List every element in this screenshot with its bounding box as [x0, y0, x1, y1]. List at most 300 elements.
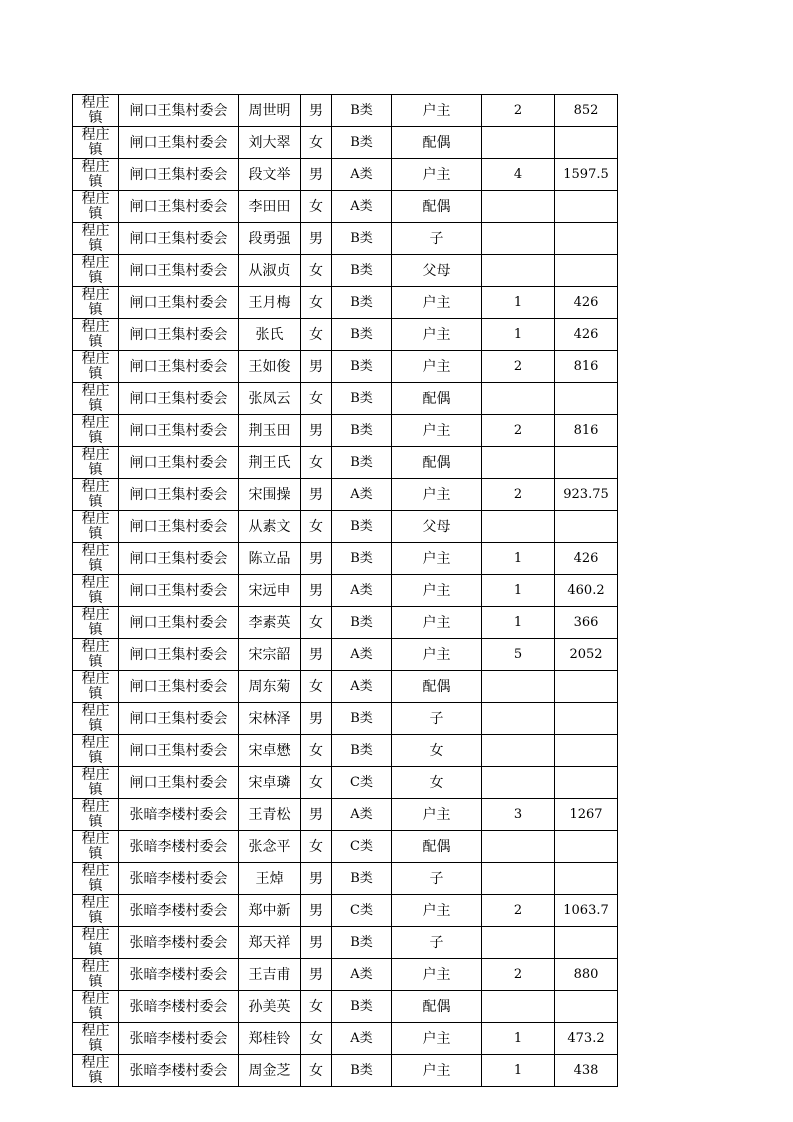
cell-sex: 男 — [301, 223, 332, 255]
town-label: 程庄镇 — [81, 831, 110, 862]
cell-amount: 366 — [555, 607, 618, 639]
cell-relation: 户主 — [392, 607, 482, 639]
town-label: 程庄镇 — [81, 767, 110, 798]
table-row — [73, 447, 618, 479]
cell-household-count — [482, 991, 555, 1023]
cell-amount: 426 — [555, 287, 618, 319]
cell-relation: 配偶 — [392, 191, 482, 223]
cell-village: 闸口王集村委会 — [119, 223, 239, 255]
cell-amount: 2052 — [555, 639, 618, 671]
cell-category: B类 — [332, 447, 392, 479]
cell-sex: 女 — [301, 607, 332, 639]
cell-category: A类 — [332, 799, 392, 831]
cell-household-count — [482, 735, 555, 767]
town-label: 程庄镇 — [81, 319, 110, 350]
table-row — [73, 991, 618, 1023]
cell-household-count: 2 — [482, 95, 555, 127]
cell-amount — [555, 255, 618, 287]
cell-village: 张暗李楼村委会 — [119, 863, 239, 895]
table-row — [73, 511, 618, 543]
cell-relation: 配偶 — [392, 831, 482, 863]
cell-relation: 户主 — [392, 319, 482, 351]
cell-relation: 户主 — [392, 1023, 482, 1055]
cell-town — [73, 159, 119, 191]
table-row — [73, 383, 618, 415]
cell-village: 闸口王集村委会 — [119, 383, 239, 415]
table-row — [73, 895, 618, 927]
cell-sex: 男 — [301, 351, 332, 383]
cell-town — [73, 895, 119, 927]
town-label: 程庄镇 — [81, 127, 110, 158]
cell-village: 闸口王集村委会 — [119, 575, 239, 607]
town-label: 程庄镇 — [81, 447, 110, 478]
cell-name: 王焯 — [239, 863, 301, 895]
cell-amount: 816 — [555, 415, 618, 447]
cell-amount — [555, 831, 618, 863]
cell-relation: 户主 — [392, 95, 482, 127]
town-label: 程庄镇 — [81, 479, 110, 510]
town-label: 程庄镇 — [81, 671, 110, 702]
cell-category: B类 — [332, 927, 392, 959]
cell-relation: 配偶 — [392, 447, 482, 479]
cell-amount: 473.2 — [555, 1023, 618, 1055]
cell-town — [73, 863, 119, 895]
cell-household-count — [482, 191, 555, 223]
town-label: 程庄镇 — [81, 959, 110, 990]
cell-name: 宋卓懋 — [239, 735, 301, 767]
cell-name: 宋卓璘 — [239, 767, 301, 799]
cell-relation: 配偶 — [392, 991, 482, 1023]
cell-amount — [555, 863, 618, 895]
cell-amount: 426 — [555, 543, 618, 575]
table-row — [73, 127, 618, 159]
cell-amount — [555, 927, 618, 959]
town-label: 程庄镇 — [81, 895, 110, 926]
cell-household-count — [482, 671, 555, 703]
cell-sex: 女 — [301, 735, 332, 767]
cell-category: A类 — [332, 479, 392, 511]
table-row — [73, 735, 618, 767]
town-label: 程庄镇 — [81, 639, 110, 670]
town-label: 程庄镇 — [81, 575, 110, 606]
cell-category: A类 — [332, 959, 392, 991]
cell-town — [73, 511, 119, 543]
cell-category: B类 — [332, 415, 392, 447]
cell-sex: 男 — [301, 959, 332, 991]
town-label: 程庄镇 — [81, 735, 110, 766]
cell-town — [73, 639, 119, 671]
cell-sex: 男 — [301, 799, 332, 831]
cell-town — [73, 447, 119, 479]
cell-name: 段勇强 — [239, 223, 301, 255]
cell-name: 刘大翠 — [239, 127, 301, 159]
cell-name: 周金芝 — [239, 1055, 301, 1087]
town-label: 程庄镇 — [81, 255, 110, 286]
cell-amount: 852 — [555, 95, 618, 127]
cell-category: B类 — [332, 351, 392, 383]
cell-town — [73, 1023, 119, 1055]
table-row — [73, 1055, 618, 1087]
cell-town — [73, 799, 119, 831]
cell-sex: 女 — [301, 511, 332, 543]
cell-village: 闸口王集村委会 — [119, 607, 239, 639]
cell-village: 张暗李楼村委会 — [119, 831, 239, 863]
cell-amount — [555, 767, 618, 799]
cell-household-count — [482, 927, 555, 959]
cell-household-count: 1 — [482, 319, 555, 351]
cell-category: B类 — [332, 95, 392, 127]
cell-sex: 男 — [301, 543, 332, 575]
cell-amount — [555, 447, 618, 479]
cell-village: 闸口王集村委会 — [119, 735, 239, 767]
cell-name: 张念平 — [239, 831, 301, 863]
cell-relation: 父母 — [392, 255, 482, 287]
cell-village: 张暗李楼村委会 — [119, 927, 239, 959]
cell-name: 宋围操 — [239, 479, 301, 511]
cell-relation: 户主 — [392, 543, 482, 575]
cell-amount: 426 — [555, 319, 618, 351]
cell-household-count: 1 — [482, 543, 555, 575]
cell-village: 闸口王集村委会 — [119, 671, 239, 703]
table-row — [73, 415, 618, 447]
town-label: 程庄镇 — [81, 703, 110, 734]
table-row — [73, 767, 618, 799]
cell-town — [73, 767, 119, 799]
table-row — [73, 319, 618, 351]
cell-town — [73, 607, 119, 639]
cell-amount — [555, 703, 618, 735]
cell-name: 王青松 — [239, 799, 301, 831]
cell-relation: 户主 — [392, 895, 482, 927]
cell-category: A类 — [332, 639, 392, 671]
cell-town — [73, 671, 119, 703]
town-label: 程庄镇 — [81, 863, 110, 894]
cell-household-count: 4 — [482, 159, 555, 191]
cell-name: 宋宗韶 — [239, 639, 301, 671]
table-row — [73, 543, 618, 575]
town-label: 程庄镇 — [81, 287, 110, 318]
cell-category: B类 — [332, 255, 392, 287]
cell-sex: 女 — [301, 991, 332, 1023]
cell-town — [73, 991, 119, 1023]
cell-household-count — [482, 863, 555, 895]
cell-town — [73, 735, 119, 767]
cell-village: 闸口王集村委会 — [119, 415, 239, 447]
cell-name: 王月梅 — [239, 287, 301, 319]
cell-category: C类 — [332, 895, 392, 927]
cell-name: 郑桂铃 — [239, 1023, 301, 1055]
table-row — [73, 159, 618, 191]
cell-relation: 户主 — [392, 159, 482, 191]
cell-village: 闸口王集村委会 — [119, 159, 239, 191]
cell-category: C类 — [332, 767, 392, 799]
cell-town — [73, 383, 119, 415]
cell-relation: 子 — [392, 863, 482, 895]
cell-relation: 女 — [392, 767, 482, 799]
table-row — [73, 927, 618, 959]
cell-relation: 户主 — [392, 799, 482, 831]
cell-name: 荆王氏 — [239, 447, 301, 479]
cell-name: 从素文 — [239, 511, 301, 543]
table-row — [73, 703, 618, 735]
cell-town — [73, 95, 119, 127]
cell-category: B类 — [332, 319, 392, 351]
cell-sex: 女 — [301, 319, 332, 351]
table-row — [73, 191, 618, 223]
table-row — [73, 959, 618, 991]
cell-category: B类 — [332, 703, 392, 735]
cell-household-count: 1 — [482, 607, 555, 639]
cell-name: 宋远申 — [239, 575, 301, 607]
cell-household-count: 3 — [482, 799, 555, 831]
cell-sex: 女 — [301, 127, 332, 159]
cell-town — [73, 319, 119, 351]
cell-category: B类 — [332, 991, 392, 1023]
cell-amount: 1063.7 — [555, 895, 618, 927]
cell-sex: 男 — [301, 639, 332, 671]
cell-sex: 女 — [301, 287, 332, 319]
table-row — [73, 287, 618, 319]
cell-name: 从淑贞 — [239, 255, 301, 287]
cell-name: 李田田 — [239, 191, 301, 223]
cell-category: A类 — [332, 159, 392, 191]
cell-household-count — [482, 223, 555, 255]
cell-name: 周世明 — [239, 95, 301, 127]
town-label: 程庄镇 — [81, 351, 110, 382]
cell-name: 周东菊 — [239, 671, 301, 703]
cell-sex: 男 — [301, 863, 332, 895]
cell-category: A类 — [332, 575, 392, 607]
cell-town — [73, 1055, 119, 1087]
cell-town — [73, 479, 119, 511]
cell-village: 闸口王集村委会 — [119, 319, 239, 351]
cell-amount — [555, 991, 618, 1023]
cell-amount — [555, 671, 618, 703]
cell-category: B类 — [332, 543, 392, 575]
cell-name: 张氏 — [239, 319, 301, 351]
cell-village: 张暗李楼村委会 — [119, 1023, 239, 1055]
cell-relation: 配偶 — [392, 383, 482, 415]
cell-name: 陈立品 — [239, 543, 301, 575]
table-row — [73, 831, 618, 863]
cell-category: C类 — [332, 831, 392, 863]
cell-amount — [555, 383, 618, 415]
cell-sex: 男 — [301, 703, 332, 735]
cell-sex: 男 — [301, 415, 332, 447]
cell-sex: 男 — [301, 895, 332, 927]
cell-sex: 女 — [301, 383, 332, 415]
table-body — [73, 95, 618, 1087]
cell-amount — [555, 735, 618, 767]
cell-household-count — [482, 255, 555, 287]
cell-name: 荆玉田 — [239, 415, 301, 447]
cell-sex: 女 — [301, 1023, 332, 1055]
cell-town — [73, 415, 119, 447]
cell-household-count: 2 — [482, 895, 555, 927]
town-label: 程庄镇 — [81, 415, 110, 446]
cell-village: 闸口王集村委会 — [119, 479, 239, 511]
cell-household-count — [482, 127, 555, 159]
town-label: 程庄镇 — [81, 159, 110, 190]
cell-name: 郑中新 — [239, 895, 301, 927]
table-row — [73, 799, 618, 831]
cell-amount: 460.2 — [555, 575, 618, 607]
cell-name: 王如俊 — [239, 351, 301, 383]
table-row — [73, 671, 618, 703]
town-label: 程庄镇 — [81, 991, 110, 1022]
table-row — [73, 607, 618, 639]
records-table — [72, 94, 618, 1087]
cell-name: 孙美英 — [239, 991, 301, 1023]
cell-sex: 女 — [301, 191, 332, 223]
town-label: 程庄镇 — [81, 799, 110, 830]
cell-category: B类 — [332, 287, 392, 319]
cell-sex: 女 — [301, 1055, 332, 1087]
cell-village: 张暗李楼村委会 — [119, 959, 239, 991]
cell-village: 闸口王集村委会 — [119, 767, 239, 799]
table-row — [73, 223, 618, 255]
cell-category: A类 — [332, 1023, 392, 1055]
table-row — [73, 1023, 618, 1055]
cell-relation: 配偶 — [392, 671, 482, 703]
cell-household-count — [482, 831, 555, 863]
cell-town — [73, 703, 119, 735]
table-row — [73, 479, 618, 511]
cell-town — [73, 927, 119, 959]
cell-name: 张凤云 — [239, 383, 301, 415]
cell-village: 闸口王集村委会 — [119, 703, 239, 735]
cell-sex: 男 — [301, 575, 332, 607]
cell-town — [73, 959, 119, 991]
cell-town — [73, 287, 119, 319]
cell-name: 郑天祥 — [239, 927, 301, 959]
cell-relation: 子 — [392, 927, 482, 959]
cell-relation: 户主 — [392, 575, 482, 607]
cell-category: A类 — [332, 191, 392, 223]
cell-village: 闸口王集村委会 — [119, 511, 239, 543]
cell-category: B类 — [332, 735, 392, 767]
cell-household-count: 5 — [482, 639, 555, 671]
cell-village: 闸口王集村委会 — [119, 639, 239, 671]
cell-household-count: 2 — [482, 959, 555, 991]
cell-category: B类 — [332, 1055, 392, 1087]
cell-category: B类 — [332, 223, 392, 255]
cell-household-count: 2 — [482, 415, 555, 447]
cell-relation: 户主 — [392, 639, 482, 671]
cell-sex: 女 — [301, 831, 332, 863]
cell-sex: 男 — [301, 95, 332, 127]
cell-village: 张暗李楼村委会 — [119, 1055, 239, 1087]
town-label: 程庄镇 — [81, 1055, 110, 1086]
cell-amount: 438 — [555, 1055, 618, 1087]
table-row — [73, 863, 618, 895]
cell-amount: 880 — [555, 959, 618, 991]
cell-village: 闸口王集村委会 — [119, 543, 239, 575]
cell-relation: 户主 — [392, 415, 482, 447]
cell-amount: 1597.5 — [555, 159, 618, 191]
cell-town — [73, 127, 119, 159]
cell-household-count: 1 — [482, 1023, 555, 1055]
cell-relation: 子 — [392, 703, 482, 735]
town-label: 程庄镇 — [81, 95, 110, 126]
town-label: 程庄镇 — [81, 607, 110, 638]
cell-village: 闸口王集村委会 — [119, 447, 239, 479]
cell-household-count — [482, 383, 555, 415]
cell-relation: 户主 — [392, 287, 482, 319]
cell-relation: 父母 — [392, 511, 482, 543]
cell-category: B类 — [332, 511, 392, 543]
cell-sex: 女 — [301, 447, 332, 479]
town-label: 程庄镇 — [81, 543, 110, 574]
cell-household-count: 2 — [482, 351, 555, 383]
cell-village: 闸口王集村委会 — [119, 351, 239, 383]
cell-town — [73, 255, 119, 287]
table-row — [73, 351, 618, 383]
town-label: 程庄镇 — [81, 383, 110, 414]
cell-sex: 女 — [301, 767, 332, 799]
cell-village: 闸口王集村委会 — [119, 191, 239, 223]
cell-village: 闸口王集村委会 — [119, 127, 239, 159]
cell-village: 闸口王集村委会 — [119, 95, 239, 127]
cell-relation: 户主 — [392, 479, 482, 511]
cell-amount: 923.75 — [555, 479, 618, 511]
cell-household-count: 2 — [482, 479, 555, 511]
cell-relation: 女 — [392, 735, 482, 767]
cell-household-count: 1 — [482, 287, 555, 319]
cell-village: 张暗李楼村委会 — [119, 991, 239, 1023]
table-row — [73, 95, 618, 127]
cell-town — [73, 575, 119, 607]
cell-category: B类 — [332, 127, 392, 159]
cell-village: 张暗李楼村委会 — [119, 895, 239, 927]
cell-relation: 户主 — [392, 1055, 482, 1087]
cell-amount — [555, 127, 618, 159]
cell-village: 闸口王集村委会 — [119, 255, 239, 287]
table-row — [73, 575, 618, 607]
cell-name: 段文举 — [239, 159, 301, 191]
cell-amount: 1267 — [555, 799, 618, 831]
cell-sex: 男 — [301, 479, 332, 511]
table-row — [73, 639, 618, 671]
town-label: 程庄镇 — [81, 1023, 110, 1054]
cell-sex: 女 — [301, 255, 332, 287]
cell-name: 李素英 — [239, 607, 301, 639]
cell-name: 王吉甫 — [239, 959, 301, 991]
town-label: 程庄镇 — [81, 223, 110, 254]
cell-household-count — [482, 511, 555, 543]
town-label: 程庄镇 — [81, 191, 110, 222]
cell-town — [73, 351, 119, 383]
cell-household-count — [482, 447, 555, 479]
town-label: 程庄镇 — [81, 511, 110, 542]
cell-village: 闸口王集村委会 — [119, 287, 239, 319]
cell-relation: 户主 — [392, 959, 482, 991]
cell-sex: 男 — [301, 159, 332, 191]
cell-household-count: 1 — [482, 1055, 555, 1087]
cell-town — [73, 543, 119, 575]
cell-town — [73, 831, 119, 863]
cell-household-count: 1 — [482, 575, 555, 607]
cell-category: B类 — [332, 863, 392, 895]
cell-category: B类 — [332, 383, 392, 415]
cell-sex: 男 — [301, 927, 332, 959]
cell-name: 宋林泽 — [239, 703, 301, 735]
cell-town — [73, 191, 119, 223]
cell-amount — [555, 223, 618, 255]
cell-household-count — [482, 703, 555, 735]
cell-amount — [555, 191, 618, 223]
cell-category: A类 — [332, 671, 392, 703]
